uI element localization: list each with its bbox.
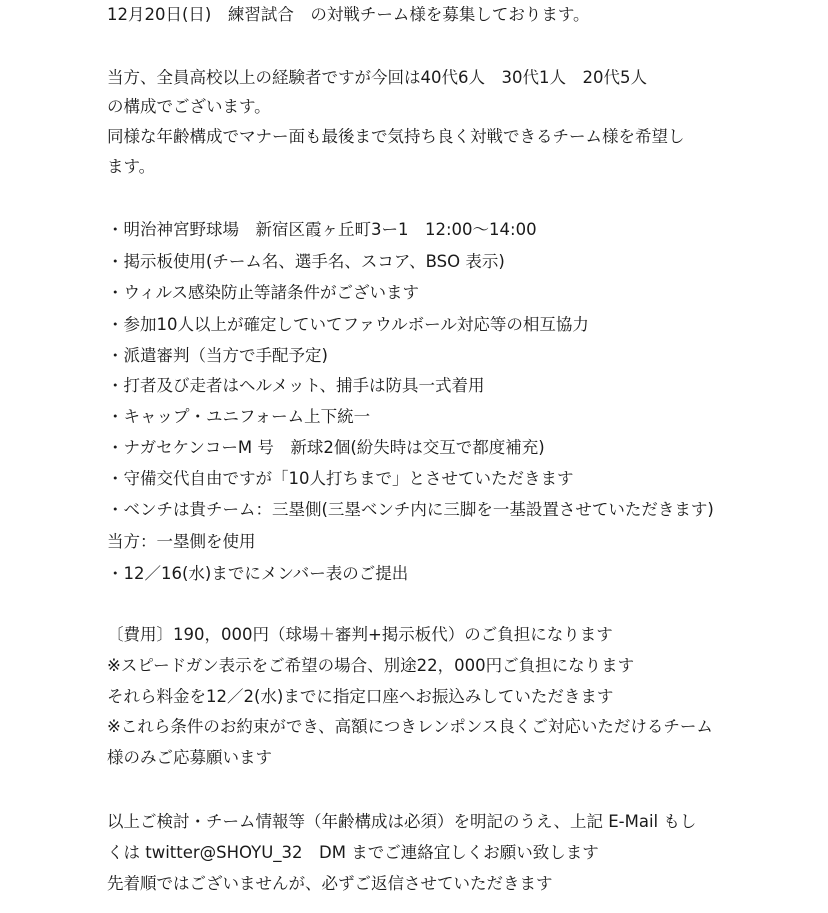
condition-item: ・キャップ・ユニフォーム上下統一 — [107, 407, 371, 426]
document-title: 12月20日(日) 練習試合 の対戦チーム様を募集しております。 — [107, 5, 590, 24]
condition-item: 当方：一塁側を使用 — [107, 532, 256, 551]
condition-item: ・ベンチは貴チーム：三塁側(三塁ベンチ内に三脚を一基設置させていただきます) — [107, 500, 714, 519]
condition-item: ・ウィルス感染防止等諸条件がございます — [107, 283, 420, 302]
condition-item: ・掲示板使用(チーム名、選手名、スコア、BSO 表示) — [107, 252, 505, 271]
condition-item: ・ナガセケンコーM 号 新球2個(紛失時は交互で都度補充) — [107, 438, 545, 457]
closing-line: くは twitter@SHOYU_32 DM までご連絡宜しくお願い致します — [107, 843, 599, 862]
condition-item: ・明治神宮野球場 新宿区霞ヶ丘町3ー1 12:00〜14:00 — [107, 220, 537, 239]
condition-item: ・12／16(水)までにメンバー表のご提出 — [107, 564, 409, 583]
fee-line: ※スピードガン表示をご希望の場合、別途22，000円ご負担になります — [107, 656, 635, 675]
intro-line: 当方、全員高校以上の経験者ですが今回は40代6人 30代1人 20代5人 — [107, 68, 647, 87]
intro-line: 同様な年齢構成でマナー面も最後まで気持ち良く対戦できるチーム様を希望し — [107, 127, 685, 146]
fee-line: ※これら条件のお約束ができ、高額につきレンポンス良くご対応いただけるチーム — [107, 717, 713, 736]
closing-line: 以上ご検討・チーム情報等（年齢構成は必須）を明記のうえ、上記 E-Mail もし — [107, 812, 697, 831]
condition-item: ・参加10人以上が確定していてファウルボール対応等の相互協力 — [107, 315, 589, 334]
fee-line: 〔費用〕190，000円（球場＋審判+掲示板代）のご負担になります — [107, 625, 613, 644]
condition-item: ・守備交代自由ですが「10人打ちまで」とさせていただきます — [107, 469, 574, 488]
intro-line: ます。 — [107, 157, 156, 176]
intro-line: の構成でございます。 — [107, 97, 271, 116]
condition-item: ・打者及び走者はヘルメット、捕手は防具一式着用 — [107, 376, 485, 395]
fee-line: それら料金を12／2(水)までに指定口座へお振込みしていただきます — [107, 687, 614, 706]
condition-item: ・派遣審判（当方で手配予定) — [107, 346, 328, 365]
closing-line: 先着順ではございませんが、必ずご返信させていただきます — [107, 874, 553, 893]
fee-line: 様のみご応募願います — [107, 748, 272, 767]
